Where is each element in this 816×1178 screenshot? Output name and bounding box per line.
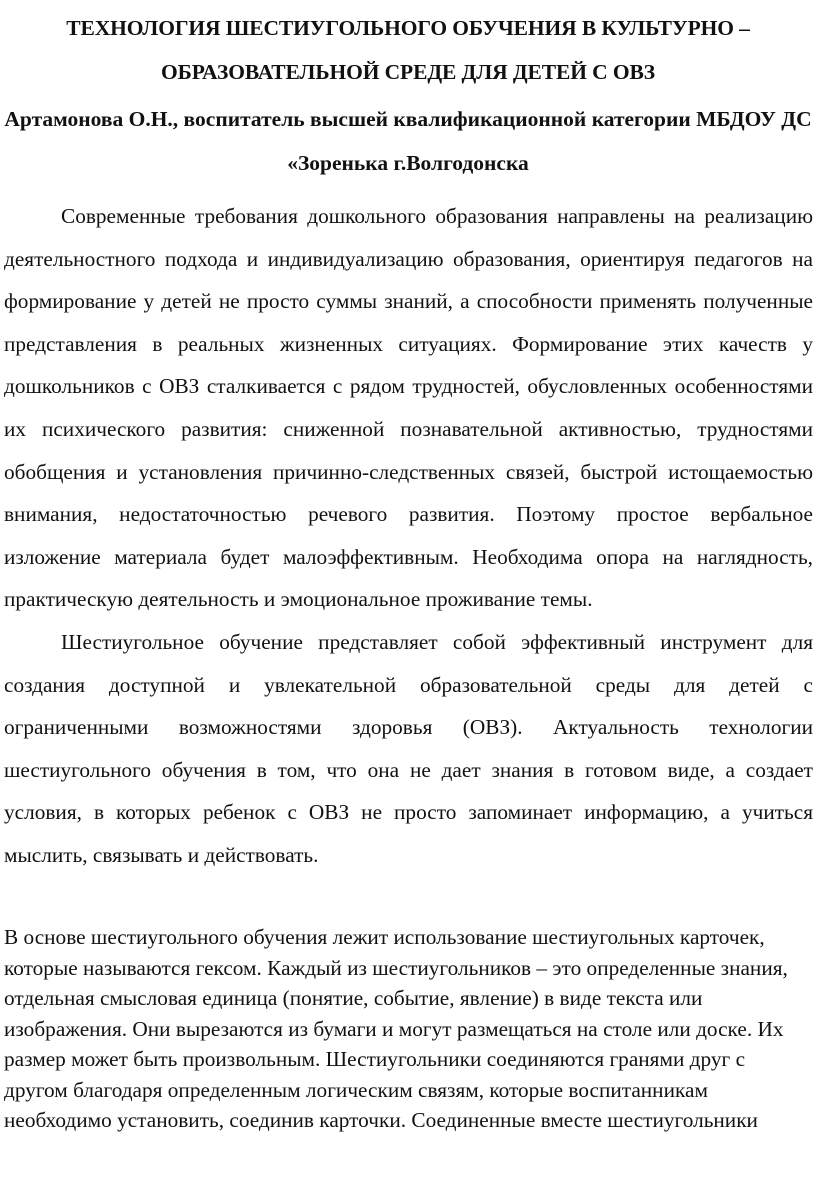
document-title: ТЕХНОЛОГИЯ ШЕСТИУГОЛЬНОГО ОБУЧЕНИЯ В КУЛЬТУРНО – ОБРАЗОВАТЕЛЬНОЙ СРЕДЕ ДЛЯ ДЕТЕЙ С ОВЗ [66,16,750,84]
paragraph: Шестиугольное обучение представляет собой эффективный инструмент для создания доступной и увлекательной образовательной среды для детей с ограниченными возможностями здоровья (ОВЗ). Актуальность технологии шестиугольного обучения в том, что она не дает знания в готовом виде, а создает условия, в которых ребенок с ОВЗ не просто запоминает информацию, а учиться мыслить, связывать и действовать. [4,629,813,867]
author-line: Артамонова О.Н., воспитатель высшей квалификационной категории МБДОУ ДС «Зоренька г.Волгодонска [4,107,812,175]
paragraph-plain: В основе шестиугольного обучения лежит использование шестиугольных карточек, которые называются гексом. Каждый из шестиугольников – это определенные знания, отдельная смысловая единица (понятие, событие, явление) в виде текста или изображения. Они вырезаются из бумаги и могут размещаться на столе или доске. Их размер может быть произвольным. Шестиугольники соединяются гранями друг с другом благодаря определенным логическим связям, которые воспитанникам необходимо установить, соединив карточки. Соединенные вместе шестиугольники [4,925,788,1132]
paragraph: Современные требования дошкольного образования направлены на реализацию деятельностного подхода и индивидуализацию образования, ориентируя педагогов на формирование у детей не просто суммы знаний, а способности применять полученные представления в реальных жизненных ситуациях. Формирование этих качеств у дошкольников с ОВЗ сталкивается с рядом трудностей, обусловленных особенностями их психического развития: сниженной познавательной активностью, трудностями обобщения и установления причинно-следственных связей, быстрой истощаемостью внимания, недостаточностью речевого развития. Поэтому простое вербальное изложение материала будет малоэффективным. Необходима опора на наглядность, практическую деятельность и эмоциональное проживание темы. [4,204,813,612]
document-body [4,195,813,877]
